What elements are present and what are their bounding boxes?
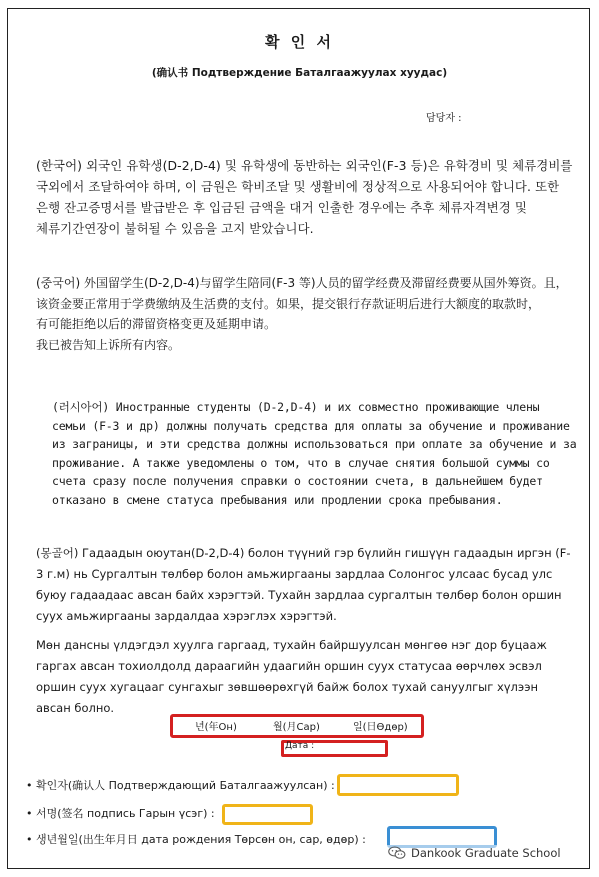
paragraph-korean-text: (한국어) 외국인 유학생(D-2,D-4) 및 유학생에 동반하는 외국인(F-3 등)은 유학경비 및 체류경비를 국외에서 조달하여야 하며, 이 금원은 학비조달 및 생활비에 정상적으로 사용되어야 합니다. 또한 은행 잔고증명서를 발급받은 후 입금된 금액을 대거 인출한 경우에는 추후 체류자격변경 및 체류기간연장이 불허될 수 있음을 고지 받았습니다. (36, 158, 573, 236)
paragraph-chinese-text: (중국어) 外国留学生(D-2,D-4)与留学生陪同(F-3 等)人员的留学经费及滞留经费要从国外筹资。且，该资金要正常用于学费缴纳及生活费的支付。如果，提交银行存款证明后进行大额度的取款时，有可能拒绝以后的滞留资格变更及延期申请。 (36, 276, 568, 331)
confirmer-field-label: • 확인자(确认人 Подтверждающий Баталгаажуулсан) : (26, 779, 335, 792)
paragraph-chinese-ack: 我已被告知上诉所有内容。 (36, 337, 181, 352)
date-label: Дата : (285, 741, 315, 751)
wechat-icon (388, 846, 406, 860)
date-month-label: 월(月Сар) (273, 722, 320, 733)
date-day-label: 일(日Өдөр) (353, 722, 408, 733)
confirmer-input-box[interactable] (337, 774, 459, 796)
paragraph-mongolian (36, 543, 576, 719)
birthdate-field-label: • 생년월일(出生年月日 дата рождения Төрсөн он, сар, өдөр) : (26, 833, 366, 846)
manager-label: 담당자 : (426, 113, 462, 124)
paragraph-russian-text: (러시아어) Иностранные студенты (D-2,D-4) и их совместно проживающие члены семьи (F-3 и др) должны получать средства для оплаты за обучение и проживание из заграницы, и эти средства должны использоваться при оплате за обучение и за проживание. А также уведомлены о том, что в случае снятия большой суммы со счета сразу после получения справки о состоянии счета, в дальнейшем будет отказано в смене статуса пребывания или продлении срока пребывания. (52, 400, 577, 507)
paragraph-chinese (36, 273, 576, 355)
paragraph-mongolian-text: (몽골어) Гадаадын оюутан(D-2,D-4) болон түүний гэр бүлийн гишүүн гадаадын иргэн (F-3 г.м) нь Сургалтын төлбөр болон амьжиргааны зардлаа Солонгос улсаас бусад улс буюу гадаадаас авсан байх хэрэгтэй. Тухайн зардлаа сургалтын төлбөр болон оршин суух амьжиргааны зардалдаа хэрэглэх хэрэгтэй. (36, 546, 571, 623)
paragraph-russian (52, 398, 577, 509)
paragraph-korean (36, 155, 576, 239)
date-year-label: 년(年Он) (195, 722, 237, 733)
signature-field-label: • 서명(签名 подпись Гарын үсэг) : (26, 807, 215, 820)
signature-input-box[interactable] (222, 804, 313, 825)
paragraph-mongolian-ack: Мөн дансны үлдэгдэл хуулга гаргаад, тухайн байршуулсан мөнгөө нэг дор буцааж гаргах авсан тохиолдолд дараагийн удаагийн оршин суух статусаа өөрчлөх эсвэл оршин суух хугацааг сунгахыг зөвшөөрөхгүй байж болох тухай сануулгыг хүлээн авсан болно. (36, 638, 547, 715)
watermark (385, 845, 564, 861)
document-title: 확 인 서 (265, 33, 334, 51)
watermark-text: Dankook Graduate School (411, 846, 561, 860)
document-subtitle: (确认书 Подтверждение Баталгаажуулах хуудас) (151, 67, 448, 79)
